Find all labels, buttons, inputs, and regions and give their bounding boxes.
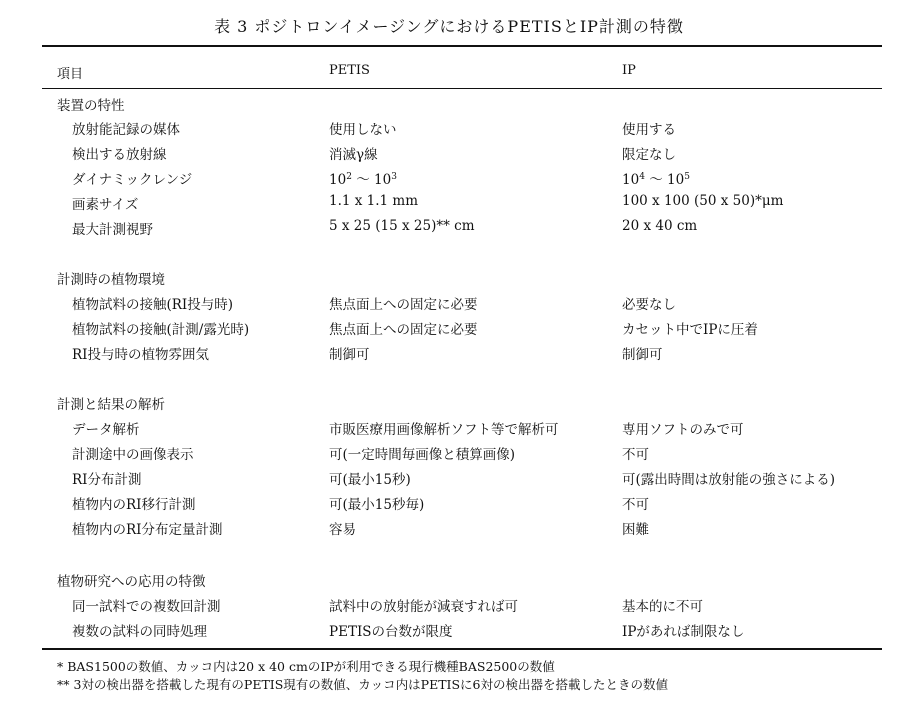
row-label: データ解析 (72, 422, 140, 438)
row-label: 検出する放射線 (72, 147, 167, 163)
table-title: 表 3 ポジトロンイメージングにおけるPETISとIP計測の特徴 (214, 17, 684, 36)
header-item: 項目 (57, 67, 84, 82)
petis-value (329, 168, 397, 188)
row-label: 最大計測視野 (72, 222, 153, 238)
petis-base: 10 (329, 172, 347, 188)
top-rule (42, 45, 882, 47)
ip-value: 100 x 100 (50 x 50)*μm (622, 193, 784, 209)
section-title-device: 装置の特性 (57, 98, 125, 114)
ip-value: 基本的に不可 (622, 599, 703, 615)
petis-value: 市販医療用画像解析ソフト等で解析可 (329, 422, 559, 438)
petis-value: 1.1 x 1.1 mm (329, 193, 419, 209)
table-row (0, 518, 898, 540)
ip-value: カセット中でIPに圧着 (622, 322, 758, 338)
row-label: 植物内のRI分布定量計測 (72, 522, 223, 538)
table-row (0, 218, 898, 240)
ip-value: IPがあれば制限なし (622, 624, 745, 640)
ip-base: 10 (622, 172, 640, 188)
row-label: RI分布計測 (72, 472, 142, 488)
row-label: 画素サイズ (72, 197, 139, 213)
footnote: * BAS1500の数値、カッコ内は20 x 40 cmのIPが利用できる現行機種BAS2500の数値 (57, 659, 555, 674)
ip-mid: 〜 10 (644, 172, 685, 188)
petis-value: 可(最小15秒) (329, 472, 411, 488)
table-row (0, 468, 898, 490)
petis-value: 制御可 (329, 347, 370, 363)
ip-exp2: 5 (684, 172, 690, 182)
ip-value: 必要なし (622, 297, 676, 313)
ip-value: 専用ソフトのみで可 (622, 422, 744, 438)
ip-exp: 4 (639, 172, 645, 182)
row-label: 放射能記録の媒体 (72, 122, 180, 138)
ip-value: 使用する (622, 122, 676, 138)
ip-value: 困難 (622, 522, 649, 538)
petis-value: 試料中の放射能が減衰すれば可 (329, 599, 518, 615)
ip-value: 可(露出時間は放射能の強さによる) (622, 472, 836, 488)
row-label: 植物試料の接触(RI投与時) (72, 297, 234, 313)
petis-value: 5 x 25 (15 x 25)** cm (329, 218, 475, 234)
header-petis: PETIS (329, 63, 370, 78)
section-title-application: 植物研究への応用の特徴 (57, 574, 206, 590)
petis-value: 使用しない (329, 122, 397, 138)
bottom-rule (42, 648, 882, 650)
row-label: 複数の試料の同時処理 (72, 624, 207, 640)
table-row (0, 193, 898, 215)
section-title-analysis: 計測と結果の解析 (57, 397, 165, 413)
petis-value: 焦点面上への固定に必要 (329, 322, 478, 338)
header-rule (42, 88, 882, 89)
table-row (0, 418, 898, 440)
ip-value: 不可 (622, 497, 649, 513)
footnote: ** 3対の検出器を搭載した現有のPETIS現有の数値、カッコ内はPETISに6対の検出器を搭載したときの数値 (57, 677, 669, 692)
header-ip: IP (622, 63, 636, 78)
table-row (0, 443, 898, 465)
row-label: RI投与時の植物雰囲気 (72, 347, 209, 363)
petis-exp2: 3 (391, 172, 397, 182)
row-label: 植物試料の接触(計測/露光時) (72, 322, 250, 338)
section-title-environment: 計測時の植物環境 (57, 272, 165, 288)
row-label: 計測途中の画像表示 (72, 447, 194, 463)
petis-value: 可(一定時間毎画像と積算画像) (329, 447, 516, 463)
table-row (0, 318, 898, 340)
petis-value: 容易 (329, 522, 356, 538)
petis-mid: 〜 10 (351, 172, 392, 188)
table-row (0, 493, 898, 515)
table-row (0, 620, 898, 642)
petis-exp: 2 (346, 172, 352, 182)
table-row (0, 595, 898, 617)
ip-value (622, 168, 690, 188)
table-row (0, 143, 898, 165)
table-row (0, 118, 898, 140)
table-row (0, 343, 898, 365)
petis-value: 可(最小15秒毎) (329, 497, 425, 513)
ip-value: 不可 (622, 447, 649, 463)
table-row (0, 293, 898, 315)
row-label: 同一試料での複数回計測 (72, 599, 221, 615)
table-row (0, 168, 898, 190)
ip-value: 制御可 (622, 347, 663, 363)
row-label: 植物内のRI移行計測 (72, 497, 196, 513)
row-label: ダイナミックレンジ (72, 172, 193, 188)
petis-value: 消滅γ線 (329, 147, 378, 163)
ip-value: 限定なし (622, 147, 676, 163)
petis-value: 焦点面上への固定に必要 (329, 297, 478, 313)
ip-value: 20 x 40 cm (622, 218, 698, 234)
petis-value: PETISの台数が限度 (329, 624, 453, 640)
